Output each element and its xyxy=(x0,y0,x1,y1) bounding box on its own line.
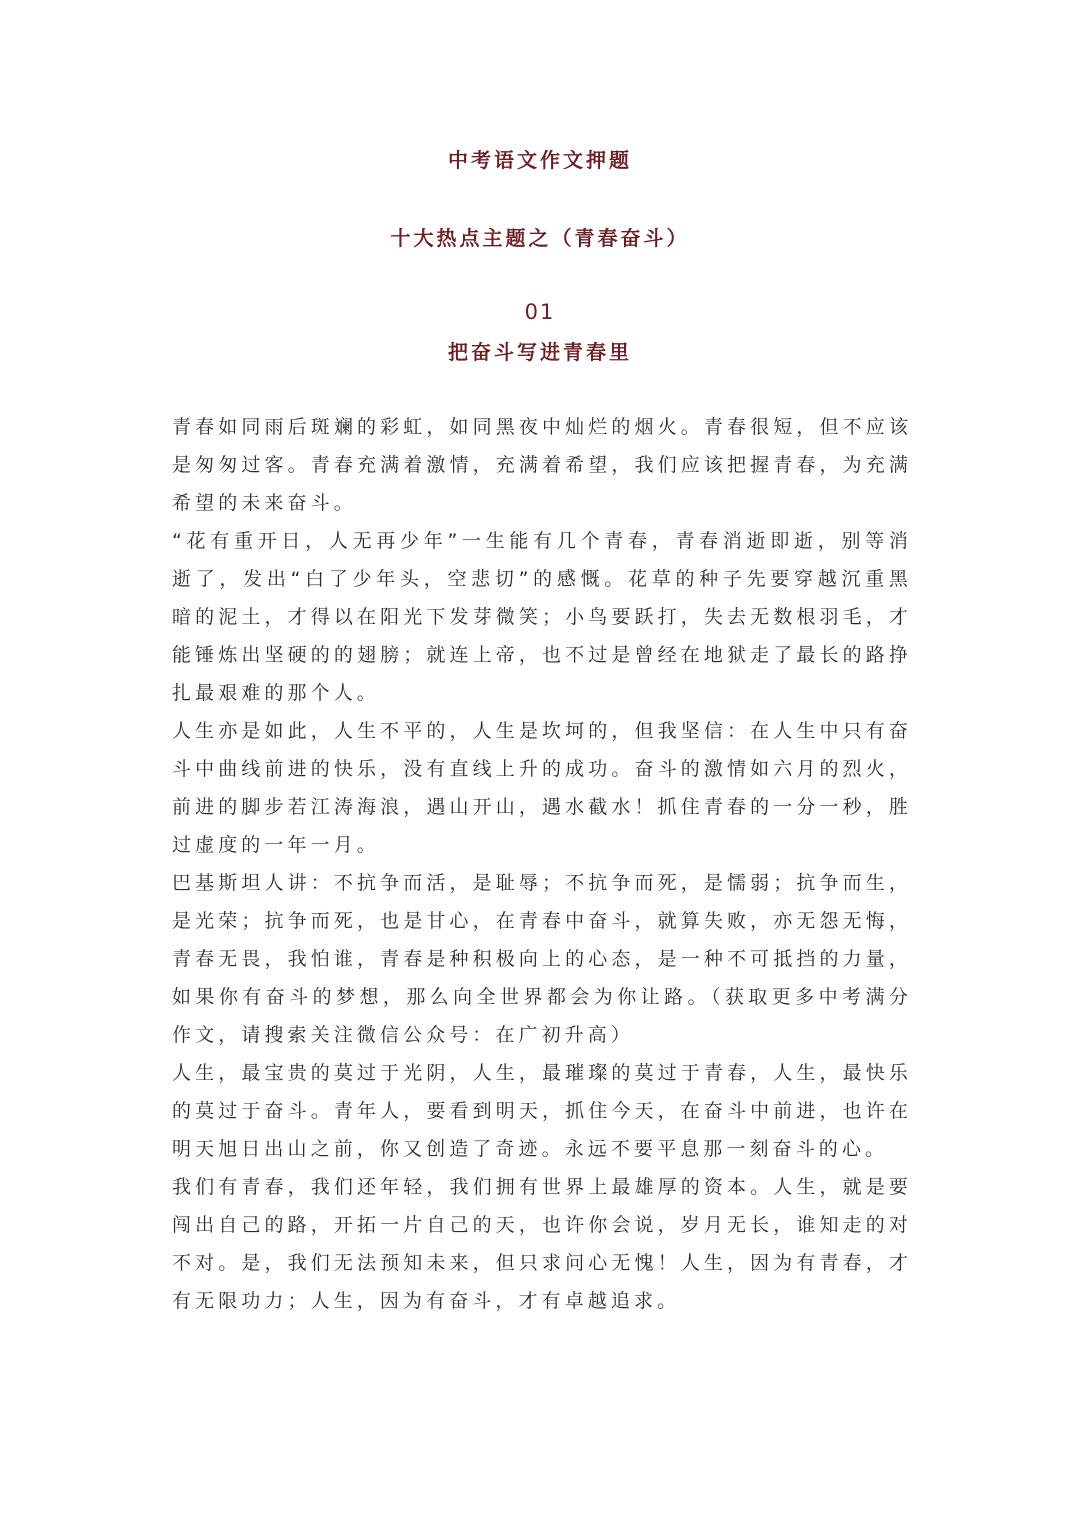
paragraph: 青春如同雨后斑斓的彩虹，如同黑夜中灿烂的烟火。青春很短，但不应该是匆匆过客。青春充满着激情，充满着希望，我们应该把握青春，为充满希望的未来奋斗。 xyxy=(172,416,912,514)
paragraph: 巴基斯坦人讲：不抗争而活，是耻辱；不抗争而死，是懦弱；抗争而生，是光荣；抗争而死，也是甘心，在青春中奋斗，就算失败，亦无怨无悔，青春无畏，我怕谁，青春是种积极向上的心态，是一种不可抵挡的力量，如果你有奋斗的梦想，那么向全世界都会为你让路。（获取更多中考满分作文，请搜索关注微信公众号：在广初升高） xyxy=(172,872,912,1046)
section-number: 01 xyxy=(524,300,556,324)
paragraph: 人生亦是如此，人生不平的，人生是坎坷的，但我坚信：在人生中只有奋斗中曲线前进的快乐，没有直线上升的成功。奋斗的激情如六月的烈火，前进的脚步若江涛海浪，遇山开山，遇水截水！抓住青春的一分一秒，胜过虚度的一年一月。 xyxy=(172,720,912,856)
document-title: 中考语文作文押题 xyxy=(448,148,632,172)
document-subtitle: 十大热点主题之（青春奋斗） xyxy=(390,226,690,250)
paragraph: “花有重开日，人无再少年”一生能有几个青春，青春消逝即逝，别等消逝了，发出“白了少年头，空悲切”的感慨。花草的种子先要穿越沉重黑暗的泥土，才得以在阳光下发芽微笑；小鸟要跃打，失去无数根羽毛，才能锤炼出坚硬的的翅膀；就连上帝，也不过是曾经在地狱走了最长的路挣扎最艰难的那个人。 xyxy=(172,530,912,704)
essay-body xyxy=(172,408,912,1320)
essay-title: 把奋斗写进青春里 xyxy=(448,340,632,364)
paragraph: 人生，最宝贵的莫过于光阴，人生，最璀璨的莫过于青春，人生，最快乐的莫过于奋斗。青年人，要看到明天，抓住今天，在奋斗中前进，也许在明天旭日出山之前，你又创造了奇迹。永远不要平息那一刻奋斗的心。 xyxy=(172,1062,912,1160)
paragraph: 我们有青春，我们还年轻，我们拥有世界上最雄厚的资本。人生，就是要闯出自己的路，开拓一片自己的天，也许你会说，岁月无长，谁知走的对不对。是，我们无法预知未来，但只求问心无愧！人生，因为有青春，才有无限功力；人生，因为有奋斗，才有卓越追求。 xyxy=(172,1176,912,1312)
